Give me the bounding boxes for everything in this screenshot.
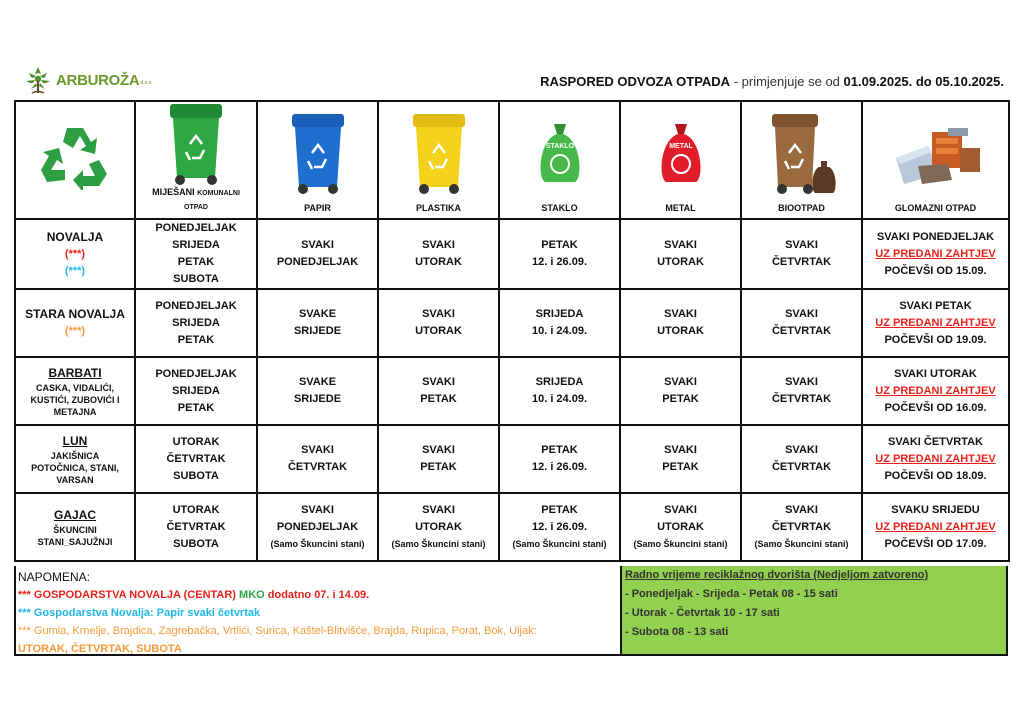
schedule-text: PONEDJELJAK (155, 299, 237, 312)
schedule-text: SVAKI (785, 376, 818, 388)
schedule-text: SVAKI (301, 239, 334, 251)
schedule-text: SVAKI PETAK (899, 299, 972, 312)
schedule-text: PETAK (662, 393, 699, 405)
schedule-text: SUBOTA (173, 273, 219, 285)
location-mark: (***) (64, 247, 86, 260)
schedule-text: PONEDJELJAK (155, 367, 237, 380)
schedule-text: 12. i 26.09. (531, 461, 588, 473)
location-cell (15, 493, 135, 561)
schedule-text: SVAKI (785, 444, 818, 456)
request-note: UZ PREDANI ZAHTJEV (875, 384, 996, 397)
schedule-text: SRIJEDA (172, 239, 220, 251)
table-row (15, 219, 1009, 289)
location-sub: METAJNA (53, 406, 97, 417)
schedule-text: ČETVRTAK (771, 256, 832, 268)
papir-cell (257, 219, 378, 289)
note-1 (18, 586, 618, 604)
metal-cell (620, 289, 741, 357)
schedule-text: SVAKI (664, 239, 697, 251)
hours-line: - Ponedjeljak - Srijeda - Petak 08 - 15 sati (625, 588, 838, 600)
schedule-note: (Samo Škuncini stani) (391, 538, 486, 549)
schedule-text: PETAK (541, 503, 578, 516)
schedule-text: SVAKE (298, 308, 337, 320)
glomazni-cell (862, 425, 1009, 493)
page-title (540, 74, 1004, 89)
schedule-text: SVAKE (298, 376, 337, 388)
schedule-text: ČETVRTAK (771, 325, 832, 337)
schedule-text: SVAKI (422, 444, 455, 456)
logo-suffix: d.o.o. (140, 80, 153, 86)
schedule-text: PETAK (420, 461, 457, 473)
papir-cell (257, 425, 378, 493)
schedule-text: SVAKI (664, 308, 697, 320)
schedule-text: POČEVŠI OD 19.09. (884, 333, 987, 346)
schedule-text: SVAKI ČETVRTAK (888, 435, 983, 448)
request-note: UZ PREDANI ZAHTJEV (875, 452, 996, 465)
note-3-days: UTORAK, ČETVRTAK, SUBOTA (18, 643, 182, 655)
title-dates: 01.09.2025. do 05.10.2025. (843, 74, 1004, 89)
tree-logo-icon (22, 64, 54, 96)
notes-section (14, 566, 1008, 656)
staklo-cell (499, 425, 620, 493)
mko-label-c: OTPAD (184, 204, 208, 211)
schedule-text: 12. i 26.09. (531, 256, 588, 268)
metal-cell (620, 425, 741, 493)
glomazni-label: GLOMAZNI OTPAD (894, 203, 977, 213)
schedule-text: SRIJEDA (172, 384, 220, 397)
column-header-mko (135, 101, 257, 219)
schedule-text: SUBOTA (173, 469, 219, 482)
schedule-text: SVAKI (664, 444, 697, 456)
glomazni-cell (862, 493, 1009, 561)
schedule-text: PONEDJELJAK (155, 222, 237, 234)
schedule-text: PETAK (541, 444, 578, 456)
mko-cell (135, 219, 257, 289)
schedule-text: ČETVRTAK (771, 461, 832, 473)
schedule-text: SVAKI (422, 308, 455, 320)
green-bin-icon (164, 102, 228, 186)
location-cell (15, 425, 135, 493)
schedule-text: SVAKI (301, 444, 334, 456)
plastika-label: PLASTIKA (416, 203, 461, 213)
plastika-cell (378, 357, 499, 425)
schedule-text: POČEVŠI OD 18.09. (884, 469, 987, 482)
schedule-text: SRIJEDA (535, 308, 584, 320)
schedule-text: PETAK (662, 461, 699, 473)
schedule-table (14, 100, 1010, 562)
schedule-text: SVAKI (664, 376, 697, 388)
mko-cell (135, 357, 257, 425)
schedule-text: 10. i 24.09. (531, 393, 588, 405)
bulky-waste-icon (888, 118, 984, 188)
recycle-header-cell (15, 101, 135, 219)
location-name: BARBATI (48, 365, 102, 380)
green-bag-icon (535, 120, 585, 186)
schedule-text: POČEVŠI OD 16.09. (884, 401, 987, 414)
schedule-note: (Samo Škuncini stani) (633, 538, 728, 549)
location-sub: POTOČNICA, STANI, (31, 462, 119, 473)
schedule-note: (Samo Škuncini stani) (754, 538, 849, 549)
location-cell (15, 219, 135, 289)
glomazni-cell (862, 289, 1009, 357)
schedule-text: PETAK (177, 256, 215, 268)
glomazni-cell (862, 357, 1009, 425)
red-bag-icon (656, 120, 706, 186)
note-3-text: *** Gumla, Krnelje, Brajdica, Zagrebačka, Vrtlići, Surica, Kaštel-Blitvišće, Brajda, Rupica, Porat, Bok, Uljak: (18, 625, 537, 637)
recycling-hours (620, 566, 1006, 654)
schedule-text: UTORAK (415, 256, 462, 268)
staklo-cell (499, 289, 620, 357)
column-header-staklo (499, 101, 620, 219)
schedule-text: 10. i 24.09. (531, 325, 588, 337)
note-2: *** Gospodarstva Novalja: Papir svaki četvrtak (18, 607, 261, 619)
plastika-cell (378, 219, 499, 289)
schedule-text: UTORAK (172, 435, 220, 448)
biootpad-label: BIOOTPAD (778, 203, 825, 213)
staklo-cell (499, 357, 620, 425)
bio-cell (741, 219, 862, 289)
mko-label-b: KOMUNALNI (197, 190, 240, 197)
location-cell (15, 357, 135, 425)
bio-cell (741, 289, 862, 357)
schedule-text: SVAKI UTORAK (894, 367, 977, 380)
location-sub: KUSTIĆI, ZUBOVIĆI I (30, 394, 120, 405)
schedule-text: PETAK (420, 393, 457, 405)
location-name: GAJAC (53, 507, 96, 522)
brown-bin-icon (767, 111, 837, 195)
table-row (15, 493, 1009, 561)
yellow-bin-icon (408, 111, 470, 195)
schedule-text: SVAKI (664, 503, 697, 516)
schedule-text: ČETVRTAK (287, 461, 348, 473)
metal-cell (620, 219, 741, 289)
table-row (15, 357, 1009, 425)
location-name: STARA NOVALJA (25, 307, 125, 321)
staklo-cell (499, 219, 620, 289)
plastika-cell (378, 289, 499, 357)
schedule-text: SVAKI (422, 239, 455, 251)
schedule-note: (Samo Škuncini stani) (512, 538, 607, 549)
mko-cell (135, 493, 257, 561)
schedule-text: ČETVRTAK (771, 520, 832, 533)
schedule-text: UTORAK (657, 520, 704, 533)
schedule-text: UTORAK (657, 256, 704, 268)
note-1-mko: MKO (239, 589, 265, 601)
note-1-text-b: dodatno 07. i 14.09. (264, 589, 370, 601)
schedule-text: SVAKI PONEDJELJAK (876, 230, 995, 243)
location-sub: ŠKUNCINI (53, 524, 97, 535)
request-note: UZ PREDANI ZAHTJEV (875, 247, 996, 260)
notes-left (16, 566, 620, 654)
table-row (15, 425, 1009, 493)
schedule-text: SVAKI (301, 503, 334, 516)
table-row (15, 289, 1009, 357)
schedule-text: SRIJEDA (172, 316, 220, 329)
page-header (22, 64, 1008, 98)
location-sub: JAKIŠNICA (50, 450, 100, 461)
company-logo (22, 64, 153, 96)
bio-cell (741, 493, 862, 561)
papir-cell (257, 289, 378, 357)
staklo-cell (499, 493, 620, 561)
schedule-text: PONEDJELJAK (276, 256, 359, 268)
note-3 (18, 622, 618, 658)
schedule-text: PETAK (177, 333, 215, 346)
location-sub: VARSAN (56, 474, 94, 485)
metal-cell (620, 493, 741, 561)
bio-cell (741, 357, 862, 425)
table-header-row (15, 101, 1009, 219)
column-header-papir (257, 101, 378, 219)
staklo-bag-text: STAKLO (545, 143, 574, 150)
column-header-glomazni (862, 101, 1009, 219)
recycle-icon (37, 124, 113, 190)
mko-label-a: MIJEŠANI (152, 187, 195, 197)
hours-heading: Radno vrijeme reciklažnog dvorišta (Nedjeljom zatvoreno) (625, 569, 929, 581)
request-note: UZ PREDANI ZAHTJEV (875, 316, 996, 329)
papir-cell (257, 357, 378, 425)
schedule-text: POČEVŠI OD 15.09. (884, 264, 987, 277)
location-mark: (***) (64, 264, 86, 277)
location-sub: STANI_SAJUŽNJI (37, 536, 113, 547)
schedule-text: SVAKI (422, 376, 455, 388)
bio-cell (741, 425, 862, 493)
schedule-text: PETAK (177, 401, 215, 414)
column-header-biootpad (741, 101, 862, 219)
schedule-text: UTORAK (172, 503, 220, 516)
schedule-text: SVAKI (422, 503, 455, 516)
schedule-text: ČETVRTAK (771, 393, 832, 405)
hours-line: - Subota 08 - 13 sati (625, 626, 729, 638)
metal-bag-text: METAL (668, 143, 693, 150)
schedule-text: SVAKI (785, 308, 818, 320)
metal-cell (620, 357, 741, 425)
mko-cell (135, 289, 257, 357)
schedule-text: SVAKI (785, 503, 818, 516)
plastika-cell (378, 493, 499, 561)
location-name: LUN (62, 433, 88, 448)
column-header-plastika (378, 101, 499, 219)
request-note: UZ PREDANI ZAHTJEV (875, 520, 996, 533)
logo-text: ARBUROŽA (56, 71, 140, 89)
schedule-text: ČETVRTAK (166, 520, 226, 533)
location-cell (15, 289, 135, 357)
title-main: RASPORED ODVOZA OTPADA (540, 74, 731, 89)
papir-cell (257, 493, 378, 561)
schedule-text: POČEVŠI OD 17.09. (884, 537, 987, 550)
schedule-text: SRIJEDE (293, 393, 342, 405)
schedule-text: 12. i 26.09. (531, 520, 588, 533)
glomazni-cell (862, 219, 1009, 289)
staklo-label: STAKLO (541, 203, 578, 213)
schedule-text: PONEDJELJAK (276, 520, 359, 533)
schedule-text: SVAKI (785, 239, 818, 251)
schedule-text: SUBOTA (173, 537, 219, 550)
notes-heading: NAPOMENA: (18, 570, 91, 584)
mko-cell (135, 425, 257, 493)
schedule-note: (Samo Škuncini stani) (270, 538, 365, 549)
location-sub: CASKA, VIDALIĆI, (35, 382, 114, 393)
plastika-cell (378, 425, 499, 493)
location-mark: (***) (64, 325, 86, 337)
note-1-text: *** GOSPODARSTVA NOVALJA (CENTAR) (18, 589, 240, 601)
papir-label: PAPIR (304, 203, 331, 213)
blue-bin-icon (287, 111, 349, 195)
schedule-text: UTORAK (415, 520, 462, 533)
schedule-text: UTORAK (415, 325, 462, 337)
schedule-text: UTORAK (657, 325, 704, 337)
hours-line: - Utorak - Četvrtak 10 - 17 sati (625, 607, 780, 619)
schedule-text: SRIJEDE (293, 325, 342, 337)
schedule-text: ČETVRTAK (166, 452, 226, 465)
location-name: NOVALJA (46, 229, 104, 244)
schedule-text: PETAK (541, 239, 578, 251)
title-mid: - primjenjuje se od (730, 74, 844, 89)
schedule-text: SVAKU SRIJEDU (891, 503, 980, 516)
schedule-text: SRIJEDA (535, 376, 584, 388)
column-header-metal (620, 101, 741, 219)
metal-label: METAL (665, 203, 696, 213)
